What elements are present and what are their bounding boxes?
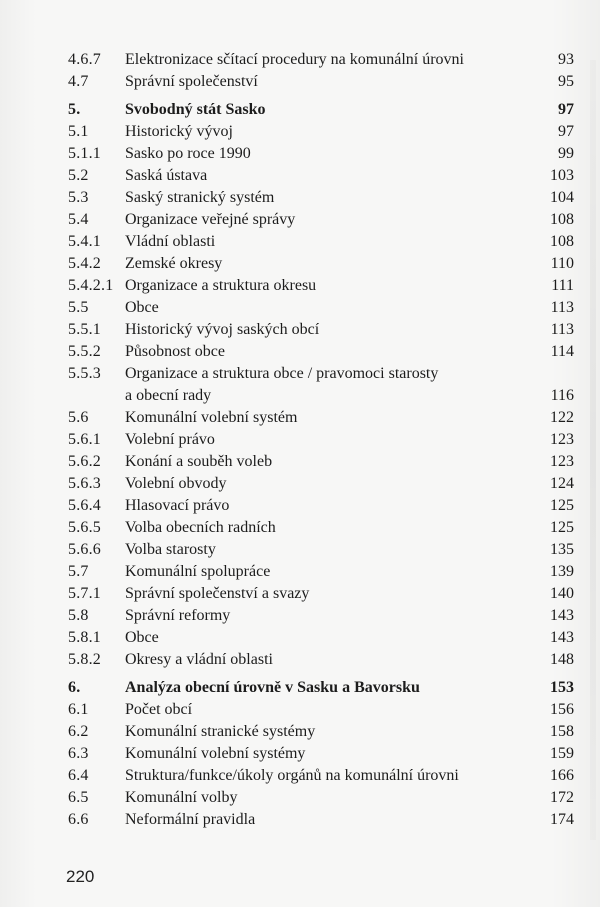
toc-entry: [68, 583, 576, 605]
toc-entry-number: 5.6.4: [68, 497, 101, 514]
page-number: 220: [66, 867, 95, 886]
toc-entry-page: 99: [558, 145, 574, 162]
toc-entry-page: 125: [550, 519, 574, 536]
toc-entry: [68, 561, 576, 583]
toc-entry-title-text: Sasko po roce 1990: [125, 145, 251, 162]
toc-entry-title: [125, 561, 515, 583]
toc-entry: [68, 253, 576, 275]
toc-entry-title: [125, 605, 515, 627]
toc-entry-title-text: Konání a souběh voleb: [125, 453, 273, 470]
toc-entry-number: 5.7: [68, 563, 89, 580]
toc-entry: [68, 473, 576, 495]
toc-entry-title: [125, 71, 515, 93]
toc-entry-page: 156: [550, 701, 574, 718]
toc-entry-title: [125, 539, 515, 561]
toc-entry-page: 103: [550, 167, 574, 184]
toc-entry: [68, 495, 576, 517]
toc-entry: [68, 627, 576, 649]
toc-entry-number: 5.6.6: [68, 541, 101, 558]
toc-entry-number: 5.8.1: [68, 629, 101, 646]
toc-entry-title: [125, 187, 515, 209]
toc-entry-number: 5.6.1: [68, 431, 101, 448]
toc-entry-number: 5.6.2: [68, 453, 101, 470]
toc-entry-title-text: Volba starosty: [125, 541, 216, 558]
toc-entry: [68, 165, 576, 187]
toc-entry: [68, 231, 576, 253]
toc-entry-number: 5.5.3: [68, 365, 101, 382]
toc-entry-title: [125, 495, 515, 517]
toc-entry-title-text: Působnost obce: [125, 343, 225, 360]
toc-entry-title: [125, 721, 515, 743]
toc-entry-title-text: Okresy a vládní oblasti: [125, 651, 273, 668]
toc-entry-title-text: Historický vývoj: [125, 123, 233, 140]
toc-entry: [68, 49, 576, 71]
toc-entry: [68, 765, 576, 787]
toc-entry-page: 97: [558, 123, 574, 140]
toc-entry-title: [125, 583, 515, 605]
toc-entry: [68, 699, 576, 721]
toc-entry-page: 158: [550, 723, 574, 740]
toc-entry-title-text: Komunální volební systém: [125, 409, 298, 426]
toc-entry-number: 4.6.7: [68, 51, 101, 68]
toc-entry-title-text: Obce: [125, 299, 159, 316]
toc-entry: [68, 143, 576, 165]
toc-entry-title-text: Neformální pravidla: [125, 811, 256, 828]
toc-entry-title-text: Struktura/funkce/úkoly orgánů na komunální úrovni: [125, 767, 459, 784]
toc-entry: [68, 363, 576, 407]
toc-entry: [68, 605, 576, 627]
toc-entry-title: [125, 319, 515, 341]
toc-entry: [68, 209, 576, 231]
toc-entry-page: 110: [550, 255, 574, 272]
toc-entry-title-text: Saský stranický systém: [125, 189, 275, 206]
toc-entry-title: [125, 699, 515, 721]
toc-entry-title-text: Volba obecních radních: [125, 519, 276, 536]
toc-entry-number: 4.7: [68, 73, 89, 90]
toc-entry-number: 6.3: [68, 745, 89, 762]
toc-entry-title-text: Správní společenství: [125, 73, 258, 90]
toc-entry-title: [125, 341, 515, 363]
toc-entry-number: 6.4: [68, 767, 89, 784]
toc-entry-title-text: Volební právo: [125, 431, 215, 448]
toc-entry-page: 166: [550, 767, 574, 784]
toc-entry-number: 5.5.1: [68, 321, 101, 338]
toc-entry-title: [125, 429, 515, 451]
toc-entry: [68, 809, 576, 831]
toc-entry-title: [125, 275, 515, 297]
toc-entry-title: [125, 473, 515, 495]
toc-entry-number: 5.3: [68, 189, 89, 206]
toc-entry-number: 5.6.3: [68, 475, 101, 492]
toc-entry: [68, 341, 576, 363]
toc-entry-number: 5.6.5: [68, 519, 101, 536]
toc-entry-page: 172: [550, 789, 574, 806]
toc-entry-page: 122: [550, 409, 574, 426]
toc-entry-number: 5.1.1: [68, 145, 101, 162]
toc-entry-number: 5.4.2.1: [68, 277, 114, 294]
toc-chapter-entry: [68, 99, 576, 121]
toc-entry-page: 159: [550, 745, 574, 762]
toc-entry: [68, 297, 576, 319]
toc-entry-number: 5.2: [68, 167, 89, 184]
toc-entry-number: 5.8: [68, 607, 89, 624]
toc-entry-page: 143: [550, 629, 574, 646]
toc-entry-title: [125, 451, 515, 473]
toc-entry-page: 123: [550, 453, 574, 470]
toc-entry-page: 95: [558, 73, 574, 90]
toc-entry-title-text: Elektronizace sčítací procedury na komunální úrovni: [125, 51, 464, 68]
toc-entry-page: 113: [550, 299, 574, 316]
toc-entry-number: 5.5: [68, 299, 89, 316]
toc-entry: [68, 649, 576, 671]
toc-entry-number: 5.7.1: [68, 585, 101, 602]
toc-entry-title-text: Svobodný stát Sasko: [125, 101, 266, 118]
toc-entry-title-text: Komunální volby: [125, 789, 238, 806]
toc-entry-page: 108: [550, 211, 574, 228]
toc-entry-number: 5.: [68, 101, 81, 118]
toc-entry-title-text: Správní reformy: [125, 607, 231, 624]
toc-entry-title: [125, 787, 515, 809]
toc-entry-number: 5.6: [68, 409, 89, 426]
toc-entry-page: 114: [550, 343, 574, 360]
toc-entry-page: 143: [550, 607, 574, 624]
toc-entry-page: 108: [550, 233, 574, 250]
toc-entry-title-text: Volební obvody: [125, 475, 227, 492]
toc-entry-page: 139: [550, 563, 574, 580]
toc-entry-number: 5.4: [68, 211, 89, 228]
toc-entry-title: [125, 231, 515, 253]
table-of-contents: [68, 49, 576, 831]
toc-entry-title-text: Komunální stranické systémy: [125, 723, 316, 740]
toc-entry-number: 5.4.1: [68, 233, 101, 250]
toc-entry-title-text: Komunální volební systémy: [125, 745, 306, 762]
toc-entry-title-text: Analýza obecní úrovně v Sasku a Bavorsku: [125, 679, 420, 696]
toc-entry-page: 140: [550, 585, 574, 602]
toc-entry-title: [125, 143, 515, 165]
toc-entry: [68, 121, 576, 143]
toc-entry-title: [125, 649, 515, 671]
toc-entry-title: [125, 209, 515, 231]
toc-entry: [68, 517, 576, 539]
toc-entry-title: [125, 809, 515, 831]
toc-entry: [68, 539, 576, 561]
toc-entry-title-text: Vládní oblasti: [125, 233, 216, 250]
toc-entry-title-text: Organizace veřejné správy: [125, 211, 296, 228]
toc-entry-title-text: Obce: [125, 629, 159, 646]
toc-entry-number: 6.6: [68, 811, 89, 828]
toc-entry-page: 153: [550, 679, 574, 696]
toc-entry-title: [125, 743, 515, 765]
toc-entry-title: [125, 627, 515, 649]
toc-entry: [68, 787, 576, 809]
toc-entry-page: 97: [558, 101, 574, 118]
toc-entry-number: 5.5.2: [68, 343, 101, 360]
toc-entry-number: 6.: [68, 679, 81, 696]
toc-entry-title-text: Správní společenství a svazy: [125, 585, 310, 602]
toc-entry-title-text: Zemské okresy: [125, 255, 223, 272]
toc-entry: [68, 71, 576, 93]
toc-entry: [68, 275, 576, 297]
toc-entry-page: 174: [550, 811, 574, 828]
toc-entry-title: [125, 165, 515, 187]
toc-entry-title-text: Komunální spolupráce: [125, 563, 271, 580]
toc-entry-title-text: Historický vývoj saských obcí: [125, 321, 320, 338]
toc-entry-number: 5.1: [68, 123, 89, 140]
toc-entry-title: [125, 121, 515, 143]
toc-entry-number: 5.4.2: [68, 255, 101, 272]
toc-entry-title: [125, 99, 515, 121]
toc-entry-title: [125, 253, 515, 275]
toc-entry: [68, 743, 576, 765]
toc-entry-page: 93: [558, 51, 574, 68]
toc-entry-title: [125, 677, 515, 699]
toc-entry-title-text: Organizace a struktura obce / pravomoci starosty: [125, 365, 439, 382]
toc-entry-number: 6.5: [68, 789, 89, 806]
toc-entry-title: [125, 297, 515, 319]
toc-entry-title: [125, 49, 515, 71]
toc-entry-title-text: Počet obcí: [125, 701, 193, 718]
toc-entry-page: 123: [550, 431, 574, 448]
toc-entry-number: 6.2: [68, 723, 89, 740]
toc-entry-title: [125, 517, 515, 539]
toc-entry-page: 148: [550, 651, 574, 668]
toc-entry-page: 124: [550, 475, 574, 492]
toc-entry-title: [125, 407, 515, 429]
toc-entry-title-text: Organizace a struktura okresu: [125, 277, 317, 294]
toc-entry: [68, 319, 576, 341]
toc-entry: [68, 451, 576, 473]
toc-entry-number: 6.1: [68, 701, 89, 718]
toc-entry-title: [125, 765, 515, 787]
toc-chapter-entry: [68, 677, 576, 699]
toc-entry-page: 113: [550, 321, 574, 338]
toc-entry-page: 111: [551, 277, 574, 294]
toc-entry: [68, 187, 576, 209]
toc-entry: [68, 721, 576, 743]
toc-entry-number: 5.8.2: [68, 651, 101, 668]
toc-entry-title-text: Hlasovací právo: [125, 497, 230, 514]
toc-entry-title-continuation: a obecní rady: [125, 387, 212, 404]
toc-entry-page: 125: [550, 497, 574, 514]
toc-entry-page: 135: [550, 541, 574, 558]
toc-entry: [68, 407, 576, 429]
toc-entry-page: 104: [550, 189, 574, 206]
toc-entry-page: 116: [550, 387, 574, 404]
toc-entry-title-text: Saská ústava: [125, 167, 208, 184]
toc-entry-title: [125, 363, 515, 407]
bleed-through-shadow: [590, 60, 596, 840]
toc-entry: [68, 429, 576, 451]
